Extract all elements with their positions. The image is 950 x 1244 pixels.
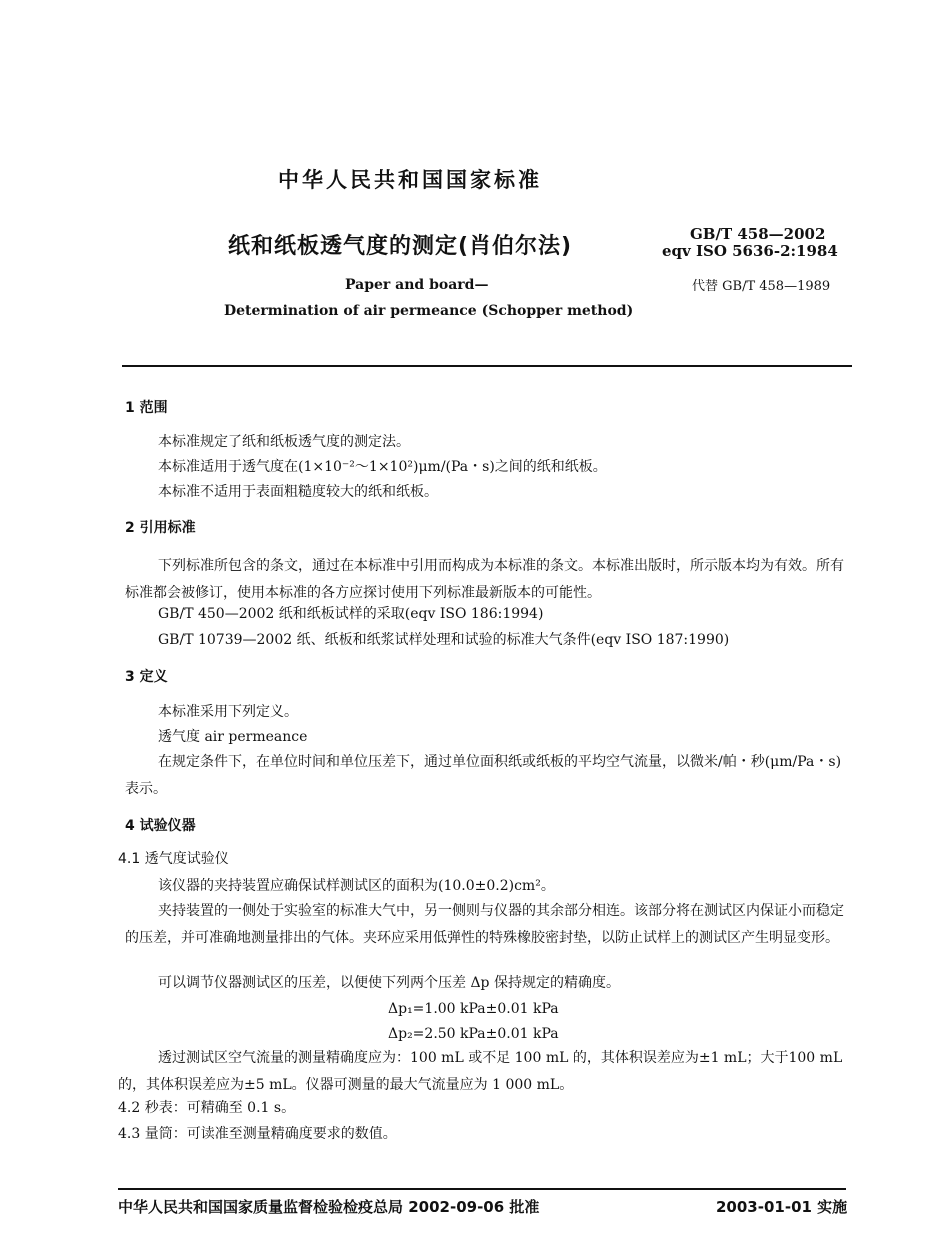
section-2-p1: 下列标准所包含的条文，通过在本标准中引用而构成为本标准的条文。本标准出版时，所示版本均为有效。所有标准都会被修订，使用本标准的各方应探讨使用下列标准最新版本的可能性。	[125, 558, 844, 601]
section-1-p1: 本标准规定了纸和纸板透气度的测定法。	[158, 434, 410, 450]
section-2-ref1: GB/T 450—2002 纸和纸板试样的采取(eqv ISO 186:1994)	[158, 606, 544, 622]
equivalent-standard: eqv ISO 5636-2:1984	[662, 242, 838, 260]
section-2-heading: 2 引用标准	[125, 520, 196, 536]
header-divider	[122, 365, 852, 367]
section-3-heading: 3 定义	[125, 669, 168, 685]
footer-divider	[118, 1188, 846, 1190]
section-1-heading: 1 范围	[125, 400, 168, 416]
section-4-1-p2: 夹持装置的一侧处于实验室的标准大气中，另一侧则与仪器的其余部分相连。该部分将在测试区内保证小而稳定的压差，并可准确地测量排出的气体。夹环应采用低弹性的特殊橡胶密封垫，以防止试样上的测试区产生明显变形。	[125, 903, 844, 946]
document-title-cn: 纸和纸板透气度的测定(肖伯尔法)	[228, 234, 573, 259]
document-title-en-line1: Paper and board—	[345, 277, 489, 293]
equation-delta-p1: Δp₁=1.00 kPa±0.01 kPa	[388, 1001, 559, 1017]
section-4-3: 4.3 量筒：可读准至测量精确度要求的数值。	[118, 1126, 397, 1142]
document-title-en-line2: Determination of air permeance (Schopper method)	[224, 303, 634, 319]
approval-statement: 中华人民共和国国家质量监督检验检疫总局 2002-09-06 批准	[118, 1198, 540, 1216]
replaces-standard: 代替 GB/T 458—1989	[692, 279, 831, 294]
section-1-p2: 本标准适用于透气度在(1×10⁻²～1×10²)μm/(Pa・s)之间的纸和纸板。	[158, 459, 607, 475]
equation-delta-p2: Δp₂=2.50 kPa±0.01 kPa	[388, 1026, 559, 1042]
section-4-2: 4.2 秒表：可精确至 0.1 s。	[118, 1100, 296, 1116]
section-2-ref2: GB/T 10739—2002 纸、纸板和纸浆试样处理和试验的标准大气条件(eqv ISO 187:1990)	[158, 632, 730, 648]
section-3-p1: 本标准采用下列定义。	[158, 704, 298, 720]
implementation-date: 2003-01-01 实施	[716, 1198, 848, 1216]
section-1-p3: 本标准不适用于表面粗糙度较大的纸和纸板。	[158, 484, 438, 500]
section-4-heading: 4 试验仪器	[125, 818, 196, 834]
section-3-term: 透气度 air permeance	[158, 729, 308, 745]
standard-code: GB/T 458—2002	[690, 225, 826, 243]
section-4-1-heading: 4.1 透气度试验仪	[118, 851, 229, 867]
section-3-definition: 在规定条件下，在单位时间和单位压差下，通过单位面积纸或纸板的平均空气流量，以微米/帕・秒(μm/Pa・s)表示。	[125, 754, 842, 797]
section-4-1-p1: 该仪器的夹持装置应确保试样测试区的面积为(10.0±0.2)cm²。	[158, 878, 555, 894]
section-4-1-p3: 可以调节仪器测试区的压差，以便使下列两个压差 Δp 保持规定的精确度。	[158, 975, 620, 991]
section-4-1-p4: 透过测试区空气流量的测量精确度应为：100 mL 或不足 100 mL 的，其体积误差应为±1 mL；大于100 mL 的，其体积误差应为±5 mL。仪器可测量的最大气流量应为 1 000 mL。	[118, 1050, 843, 1093]
national-standard-title: 中华人民共和国国家标准	[278, 168, 542, 192]
